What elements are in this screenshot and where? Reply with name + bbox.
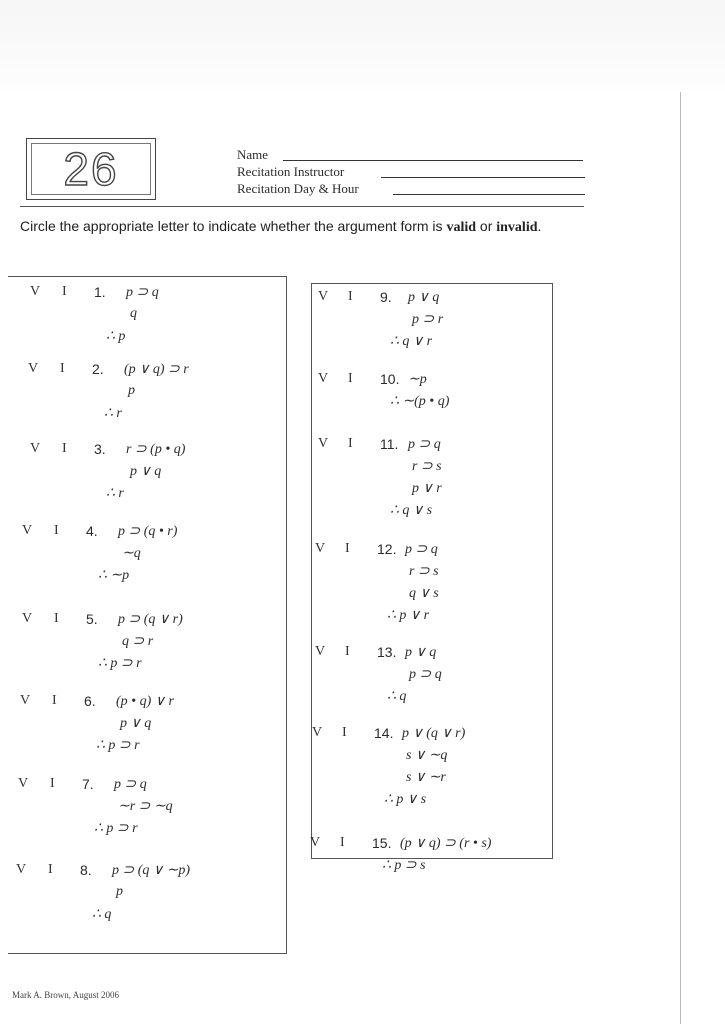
valid-choice[interactable]: V <box>312 725 323 740</box>
instruction-text <box>20 218 580 236</box>
premise: p ⊃ q <box>408 437 441 452</box>
premise: ∼q <box>122 546 141 561</box>
premise: (p ∨ q) ⊃ (r • s) <box>400 836 492 851</box>
valid-choice[interactable]: V <box>310 835 321 850</box>
valid-choice[interactable]: V <box>30 441 41 456</box>
conclusion: ∴ p ⊃ r <box>94 821 138 836</box>
problem-number: 12. <box>377 541 397 557</box>
premise: s ∨ ∼q <box>406 748 448 763</box>
invalid-choice[interactable]: I <box>342 725 347 740</box>
invalid-choice[interactable]: I <box>54 523 59 538</box>
valid-choice[interactable]: V <box>318 436 329 451</box>
problem-number: 4. <box>86 523 98 539</box>
problem-number: 15. <box>372 835 392 851</box>
premise: p ∨ q <box>130 464 162 479</box>
problem-number: 6. <box>84 693 96 709</box>
valid-choice[interactable]: V <box>30 284 41 299</box>
instruction-valid-word: valid <box>446 220 477 235</box>
conclusion: ∴ ∼p <box>98 568 130 583</box>
invalid-choice[interactable]: I <box>62 441 67 456</box>
conclusion: ∴ q ∨ r <box>390 334 433 349</box>
premise: p ∨ q <box>120 716 152 731</box>
day-hour-field[interactable] <box>237 180 359 197</box>
worksheet-number-box <box>26 138 156 200</box>
premise: p ⊃ q <box>114 777 147 792</box>
instructor-field[interactable] <box>237 163 359 180</box>
conclusion: ∴ q <box>92 907 112 922</box>
invalid-choice[interactable]: I <box>54 611 59 626</box>
valid-choice[interactable]: V <box>318 371 329 386</box>
conclusion: ∴ ∼(p • q) <box>390 394 450 409</box>
header-fields <box>237 146 359 197</box>
premise: (p • q) ∨ r <box>116 694 174 709</box>
valid-choice[interactable]: V <box>22 611 33 626</box>
premise: p ∨ r <box>412 481 442 496</box>
premise: p ⊃ q <box>409 667 442 682</box>
conclusion: ∴ p ∨ r <box>387 608 430 623</box>
conclusion: ∴ p <box>106 329 126 344</box>
premise: r ⊃ s <box>409 564 439 579</box>
name-field[interactable] <box>237 146 359 163</box>
problem-number: 7. <box>82 776 94 792</box>
invalid-choice[interactable]: I <box>60 361 65 376</box>
invalid-choice[interactable]: I <box>348 289 353 304</box>
instruction-invalid-word: invalid <box>496 220 538 235</box>
premise: p ⊃ (q ∨ ∼p) <box>112 863 191 878</box>
problem-number: 14. <box>374 725 394 741</box>
problem-number: 3. <box>94 441 106 457</box>
header-divider <box>20 206 584 207</box>
conclusion: ∴ p ⊃ r <box>96 738 140 753</box>
conclusion: ∴ p ∨ s <box>384 792 427 807</box>
problem-number: 9. <box>380 289 392 305</box>
valid-choice[interactable]: V <box>315 541 326 556</box>
premise: r ⊃ (p • q) <box>126 442 186 457</box>
scan-background <box>0 0 725 90</box>
problem-number: 8. <box>80 862 92 878</box>
invalid-choice[interactable]: I <box>345 644 350 659</box>
problem-number: 13. <box>377 644 397 660</box>
invalid-choice[interactable]: I <box>50 776 55 791</box>
name-line <box>283 160 583 161</box>
problem-number: 11. <box>380 436 399 452</box>
invalid-choice[interactable]: I <box>52 693 57 708</box>
day-hour-label: Recitation Day & Hour <box>237 181 359 196</box>
premise: q ⊃ r <box>122 634 154 649</box>
paper-edge <box>680 92 681 1024</box>
instruction-part: Circle the appropriate letter to indicate whether the argument form is <box>20 218 447 234</box>
problem-number: 10. <box>380 371 400 387</box>
invalid-choice[interactable]: I <box>62 284 67 299</box>
name-label: Name <box>237 147 269 162</box>
premise: p ⊃ (q • r) <box>118 524 178 539</box>
conclusion: ∴ p ⊃ s <box>382 858 426 873</box>
invalid-choice[interactable]: I <box>48 862 53 877</box>
instructor-label: Recitation Instructor <box>237 164 345 179</box>
premise: r ⊃ s <box>412 459 442 474</box>
premise: p ⊃ r <box>412 312 444 327</box>
valid-choice[interactable]: V <box>28 361 39 376</box>
instructor-line <box>381 177 585 178</box>
invalid-choice[interactable]: I <box>348 371 353 386</box>
day-hour-line <box>393 194 585 195</box>
premise: ∼r ⊃ ∼q <box>118 799 173 814</box>
valid-choice[interactable]: V <box>315 644 326 659</box>
invalid-choice[interactable]: I <box>345 541 350 556</box>
premise: p ⊃ q <box>405 542 438 557</box>
premise: s ∨ ∼r <box>406 770 446 785</box>
valid-choice[interactable]: V <box>18 776 29 791</box>
premise: p ∨ q <box>405 645 437 660</box>
instruction-part: or <box>476 218 497 234</box>
worksheet-number: 26 <box>31 143 151 195</box>
premise: p ⊃ (q ∨ r) <box>118 612 183 627</box>
conclusion: ∴ q <box>387 689 407 704</box>
premise: p ∨ (q ∨ r) <box>402 726 466 741</box>
instruction-part: . <box>537 218 542 234</box>
conclusion: ∴ q ∨ s <box>390 503 433 518</box>
premise: p ⊃ q <box>126 285 159 300</box>
problem-number: 1. <box>94 284 106 300</box>
premise: p <box>128 383 135 398</box>
valid-choice[interactable]: V <box>16 862 27 877</box>
premise: q <box>130 306 137 321</box>
premise: ∼p <box>408 372 427 387</box>
conclusion: ∴ p ⊃ r <box>98 656 142 671</box>
conclusion: ∴ r <box>104 406 122 421</box>
problem-number: 5. <box>86 611 98 627</box>
premise: q ∨ s <box>409 586 439 601</box>
valid-choice[interactable]: V <box>20 693 31 708</box>
premise: (p ∨ q) ⊃ r <box>124 362 189 377</box>
conclusion: ∴ r <box>106 486 124 501</box>
premise: p <box>116 884 123 899</box>
premise: p ∨ q <box>408 290 440 305</box>
valid-choice[interactable]: V <box>318 289 329 304</box>
invalid-choice[interactable]: I <box>348 436 353 451</box>
problem-number: 2. <box>92 361 104 377</box>
invalid-choice[interactable]: I <box>340 835 345 850</box>
footer-credit: Mark A. Brown, August 2006 <box>12 990 120 1000</box>
valid-choice[interactable]: V <box>22 523 33 538</box>
